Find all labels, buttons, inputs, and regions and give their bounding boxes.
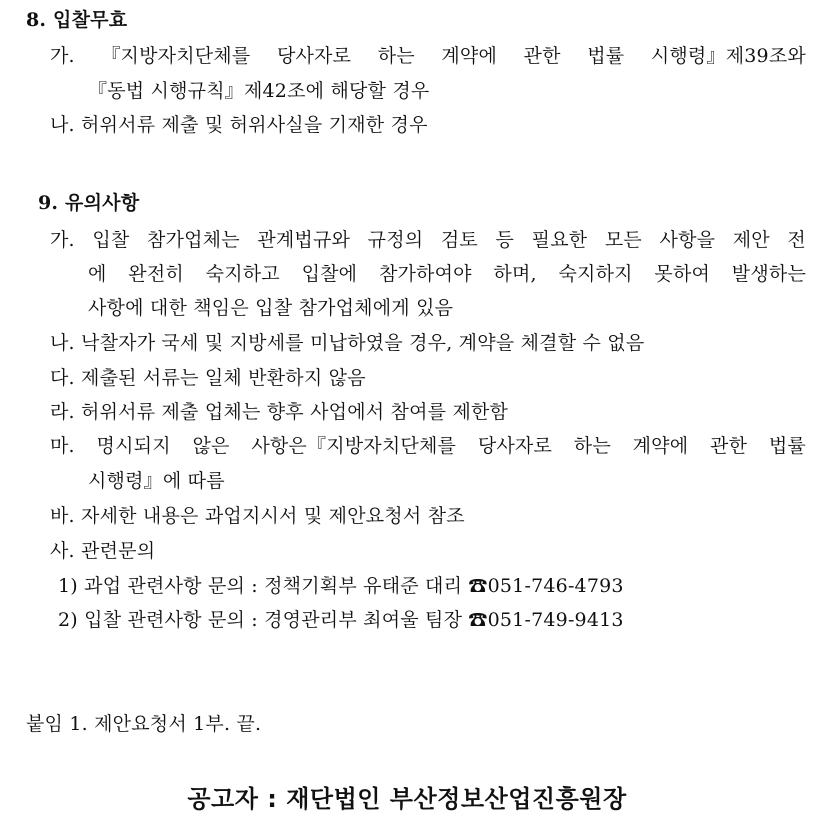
word: 법률	[587, 45, 625, 67]
section-9-item-ra: 라. 허위서류 제출 업체는 향후 사업에서 참여를 제한함	[50, 401, 509, 423]
contact-item-1: 1) 과업 관련사항 문의 : 정책기획부 유태준 대리 ☎051-746-4793	[58, 575, 624, 597]
word: 하는	[377, 45, 415, 67]
section-9-item-ga-line3: 사항에 대한 책임은 입찰 참가업체에게 있음	[88, 297, 454, 319]
word: 제안	[732, 229, 770, 251]
section-9-item-ga-line2	[88, 262, 806, 286]
word: 발생하는	[731, 263, 806, 285]
word: 마.	[50, 435, 75, 457]
word: 가.	[50, 229, 75, 251]
section-9-item-ga-line1	[50, 228, 806, 252]
section-9-heading: 9. 유의사항	[38, 192, 140, 214]
word: 모든	[604, 229, 642, 251]
word: 전	[787, 229, 806, 251]
section-8-item-ga-line2: 『동법 시행규칙』제42조에 해당할 경우	[88, 80, 430, 102]
word: 사항은『지방자치단체를	[251, 435, 457, 457]
word: 하는	[573, 435, 611, 457]
word: 당사자로	[477, 435, 553, 457]
word: 시행령』제39조와	[650, 45, 806, 67]
section-9-item-da: 다. 제출된 서류는 일체 반환하지 않음	[50, 367, 366, 389]
word: 명시되지	[96, 435, 171, 457]
word: 입찰	[92, 229, 130, 251]
word: 못하여	[654, 263, 711, 285]
word: 가.	[50, 45, 75, 67]
section-9-item-ma-line1	[50, 434, 806, 458]
word: 참가업체는	[147, 229, 240, 251]
word: 당사자로	[276, 45, 352, 67]
section-8-item-ga-line1	[50, 44, 806, 68]
word: 등	[495, 229, 515, 251]
announcer-signature: 공고자 : 재단법인 부산정보산업진흥원장	[187, 785, 627, 813]
word: 입찰에	[301, 263, 358, 285]
attachment-note: 붙임 1. 제안요청서 1부. 끝.	[26, 713, 262, 735]
contact-item-2: 2) 입찰 관련사항 문의 : 경영관리부 최여울 팀장 ☎051-749-9413	[58, 609, 624, 631]
section-8-item-na: 나. 허위서류 제출 및 허위사실을 기재한 경우	[50, 114, 428, 136]
word: 관계법규와	[257, 229, 351, 251]
word: 계약에	[632, 435, 689, 457]
word: 계약에	[441, 45, 498, 67]
word: 하며,	[493, 263, 537, 285]
word: 관한	[710, 435, 748, 457]
word: 참가하여야	[378, 263, 472, 285]
word: 필요한	[531, 229, 588, 251]
word: 숙지하지	[558, 263, 633, 285]
word: 법률	[768, 435, 806, 457]
word: 사항을	[659, 229, 716, 251]
word: 규정의	[367, 229, 424, 251]
word: 않은	[192, 435, 230, 457]
word: 숙지하고	[205, 263, 280, 285]
section-8-heading: 8. 입찰무효	[26, 9, 128, 31]
section-9-item-ba: 바. 자세한 내용은 과업지시서 및 제안요청서 참조	[50, 505, 465, 527]
word: 에	[88, 263, 107, 285]
word: 관한	[523, 45, 561, 67]
section-9-item-na: 나. 낙찰자가 국세 및 지방세를 미납하였을 경우, 계약을 체결할 수 없음	[50, 332, 645, 354]
word: 완전히	[128, 263, 184, 285]
section-9-item-ma-line2: 시행령』에 따름	[88, 470, 225, 492]
word: 검토	[440, 229, 478, 251]
word: 『지방자치단체를	[101, 45, 251, 67]
section-9-item-sa: 사. 관련문의	[50, 540, 156, 562]
